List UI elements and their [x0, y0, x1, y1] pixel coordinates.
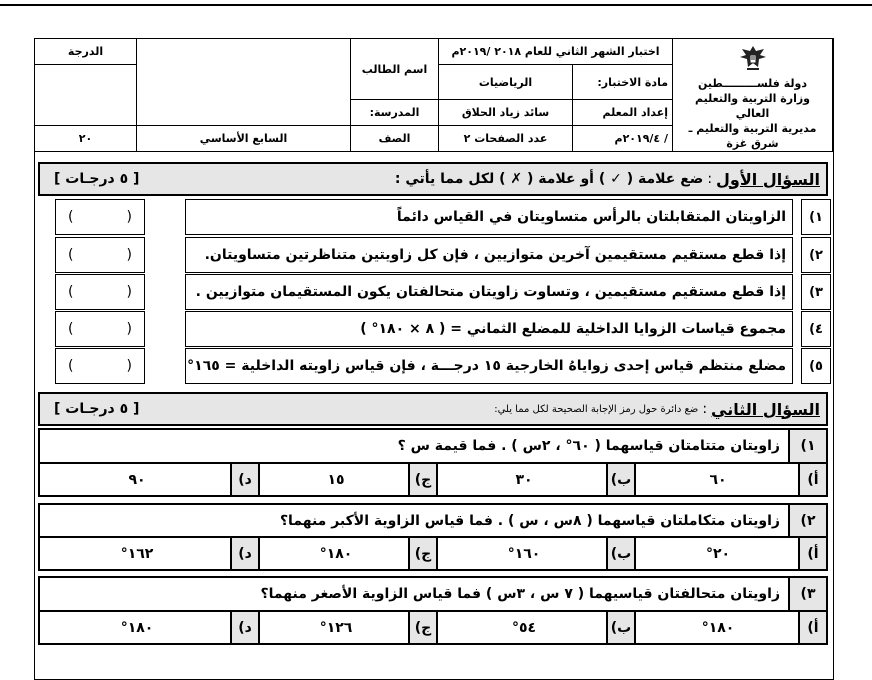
option-d[interactable]: د) ١٨٠° [40, 612, 260, 643]
question-number: ١) [788, 430, 826, 462]
section2-header: السؤال الثاني : ضع دائرة حول رمز الإجابة الصحيحة لكل مما يلي: [ ٥ درجـات ] [38, 392, 828, 426]
item-number: ٢) [801, 237, 831, 273]
ministry-name: وزارة التربية والتعليم العالي [695, 92, 811, 120]
school-label: المدرسة: [351, 100, 439, 126]
list-item [55, 348, 831, 384]
section1-grade: [ ٥ درجـات ] [54, 171, 140, 187]
subject-value: الرياضيات [439, 65, 573, 100]
item-statement: مضلع منتظم قياس إحدى زواياهُ الخارجية ١٥ درجـــة ، فإن قياس زاويته الداخلية = ١٦٥° [185, 348, 793, 384]
top-rule [0, 4, 872, 6]
option-b[interactable]: ب) ١٦٠° [438, 538, 636, 569]
option-b[interactable]: ب) ٣٠ [438, 464, 636, 495]
option-c[interactable]: ج) ١٢٦° [260, 612, 438, 643]
options-row [38, 464, 828, 497]
question-row [38, 428, 828, 464]
question-number: ٢) [788, 505, 826, 536]
section1-instruction: ضع علامة ( ✓ ) أو علامة ( ✗ ) لكل مما يأتي : [394, 171, 704, 187]
student-label: اسم الطالب [351, 39, 439, 100]
answer-box[interactable]: ( ) [55, 199, 145, 235]
eagle-logo-icon [738, 43, 768, 73]
section1-header: السؤال الأول : ضع علامة ( ✓ ) أو علامة ( ✗ ) لكل مما يأتي : [ ٥ درجـات ] [38, 162, 828, 196]
item-number: ١) [801, 199, 831, 235]
item-statement: مجموع قياسات الزوايا الداخلية للمضلع الثماني = ( ٨ × ١٨٠° ) [185, 311, 793, 347]
list-item [55, 237, 831, 273]
option-a[interactable]: أ) ٦٠ [636, 464, 826, 495]
option-a[interactable]: أ) ٢٠° [636, 538, 826, 569]
grade-value: ٢٠ [35, 126, 137, 152]
class-label: الصف [351, 126, 439, 152]
item-number: ٣) [801, 274, 831, 310]
ministry-block [673, 39, 833, 152]
list-item [55, 274, 831, 310]
option-b[interactable]: ب) ٥٤° [438, 612, 636, 643]
state-name: دولة فلســـــــــطين [698, 77, 807, 90]
answer-box[interactable]: ( ) [55, 311, 145, 347]
option-a[interactable]: أ) ١٨٠° [636, 612, 826, 643]
grade-label: الدرجة [35, 39, 137, 65]
option-d[interactable]: د) ١٦٢° [40, 538, 260, 569]
question-row [38, 503, 828, 538]
exam-date: / ٢٠١٩/٤م [573, 126, 673, 152]
class-value: السابع الأساسي [137, 126, 351, 152]
options-row [38, 538, 828, 571]
item-statement: الزاويتان المتقابلتان بالرأس متساويتان في القياس دائماً [185, 199, 793, 235]
option-d[interactable]: د) ٩٠ [40, 464, 260, 495]
list-item [55, 311, 831, 347]
option-c[interactable]: ج) ١٨٠° [260, 538, 438, 569]
item-statement: إذا قطع مستقيم مستقيمين آخرين متوازيين ، فإن كل زاويتين متناظرتين متساويتان. [185, 237, 793, 273]
question-text: زاويتان متحالفتان قياسيهما ( ٧ س ، ٣س ) فما قياس الزاوية الأصغر منهما؟ [260, 586, 780, 602]
section2-instruction: ضع دائرة حول رمز الإجابة الصحيحة لكل مما يلي: [494, 403, 699, 415]
question-number: ٣) [788, 578, 826, 610]
teacher-value: سائد زياد الحلاق [439, 100, 573, 126]
directorate-name: مديرية التربية والتعليم ـ شرق غزة [688, 122, 817, 150]
section2-title: السؤال الثاني [711, 399, 820, 419]
student-name-field[interactable] [137, 39, 351, 126]
question-row [38, 576, 828, 612]
answer-box[interactable]: ( ) [55, 237, 145, 273]
grade-blank [35, 65, 137, 126]
list-item [55, 199, 831, 235]
pages-count: عدد الصفحات ٢ [439, 126, 573, 152]
exam-header [34, 38, 833, 152]
item-number: ٥) [801, 348, 831, 384]
answer-box[interactable]: ( ) [55, 274, 145, 310]
exam-title: اختبار الشهر الثاني للعام ٢٠١٨ /٢٠١٩م [439, 39, 673, 65]
section1-title: السؤال الأول [716, 169, 820, 189]
answer-box[interactable]: ( ) [55, 348, 145, 384]
question-text: زاويتان متكاملتان قياسهما ( ٨س ، س ) . فما قياس الزاوية الأكبر منهما؟ [279, 512, 780, 529]
item-number: ٤) [801, 311, 831, 347]
item-statement: إذا قطع مستقيم مستقيمين ، وتساوت زاويتان متحالفتان يكون المستقيمان متوازيين . [185, 274, 793, 310]
section2-grade: [ ٥ درجـات ] [54, 401, 140, 417]
subject-label: مادة الاختبار: [573, 65, 673, 100]
question-text: زاويتان متتامتان قياسهما ( ٦٠° ، ٢س ) . فما قيمة س ؟ [397, 438, 780, 454]
options-row [38, 612, 828, 645]
option-c[interactable]: ج) ١٥ [260, 464, 438, 495]
teacher-label: إعداد المعلم [573, 100, 673, 126]
